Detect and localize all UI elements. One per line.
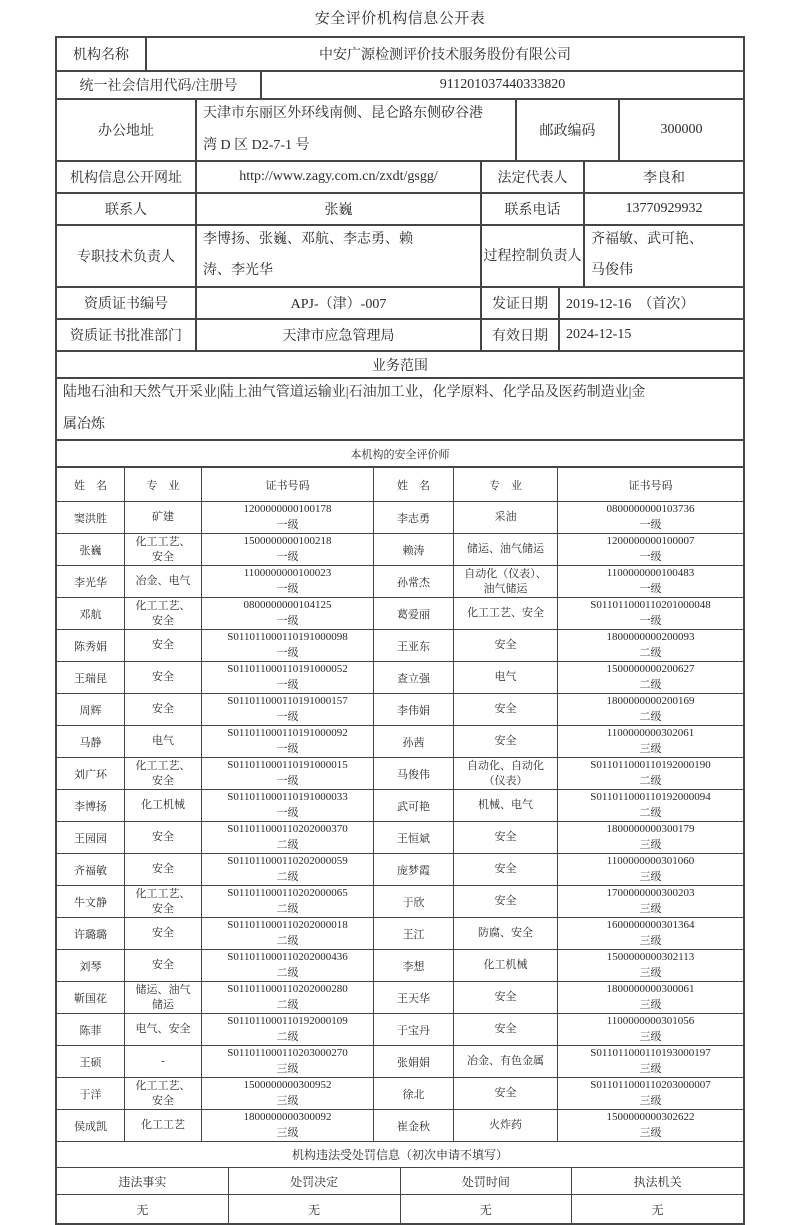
cert-level: 二级 <box>276 998 299 1011</box>
evaluator-name-left: 王硕 <box>57 1046 125 1077</box>
cert-level: 二级 <box>276 902 299 915</box>
evaluator-cert-left <box>202 790 374 821</box>
cert-number: S011011000110191000015 <box>227 759 348 772</box>
evaluator-name-left: 张巍 <box>57 534 125 565</box>
evaluator-name-right: 王江 <box>374 918 454 949</box>
evaluator-cert-left <box>202 950 374 981</box>
evaluator-cert-left <box>202 534 374 565</box>
legal-rep-label: 法定代表人 <box>482 162 585 192</box>
evaluator-major-left: 安全 <box>125 662 202 693</box>
evaluator-cert-right <box>558 1110 743 1141</box>
evaluator-name-right: 孙茜 <box>374 726 454 757</box>
cert-number: S011011000110202000018 <box>227 919 348 932</box>
contact-value: 张巍 <box>197 194 482 224</box>
cert-level: 二级 <box>639 806 662 819</box>
phone-label: 联系电话 <box>482 194 585 224</box>
evaluator-name-right: 徐北 <box>374 1078 454 1109</box>
cert-number: 1500000000300952 <box>243 1079 332 1092</box>
evaluator-name-right: 王亚东 <box>374 630 454 661</box>
evaluator-name-left: 王瑞昆 <box>57 662 125 693</box>
cert-number: S011011000110193000197 <box>590 1047 711 1060</box>
col-header-major-right: 专 业 <box>454 468 558 501</box>
evaluator-major-left: 冶金、电气 <box>125 566 202 597</box>
approver-value: 天津市应急管理局 <box>197 320 482 350</box>
col-header-name-left: 姓 名 <box>57 468 125 501</box>
cert-level: 一级 <box>276 646 299 659</box>
evaluator-name-right: 葛爱丽 <box>374 598 454 629</box>
evaluator-major-left: 安全 <box>125 694 202 725</box>
cert-number: 1800000000300179 <box>606 823 695 836</box>
evaluator-row <box>57 1046 743 1078</box>
evaluator-major-right: 储运、油气储运 <box>454 534 558 565</box>
valid-date-value: 2024-12-15 <box>566 327 632 342</box>
evaluator-name-right: 李志勇 <box>374 502 454 533</box>
evaluator-cert-left <box>202 1078 374 1109</box>
process-ctrl-value <box>585 226 743 286</box>
cert-number: S011011000110192000109 <box>227 1015 348 1028</box>
website-row <box>57 162 743 194</box>
evaluator-row <box>57 694 743 726</box>
penalty-col-header-row <box>57 1168 743 1195</box>
evaluator-cert-left <box>202 1014 374 1045</box>
evaluator-major-right: 安全 <box>454 854 558 885</box>
evaluator-name-right: 崔金秋 <box>374 1110 454 1141</box>
evaluator-row <box>57 982 743 1014</box>
cert-level: 二级 <box>276 870 299 883</box>
evaluator-cert-left <box>202 566 374 597</box>
evaluator-major-left: 安全 <box>125 918 202 949</box>
evaluator-row <box>57 502 743 534</box>
col-header-cert-right: 证书号码 <box>628 479 673 492</box>
cert-level: 二级 <box>276 966 299 979</box>
cert-level: 三级 <box>639 934 662 947</box>
evaluator-major-left: 矿建 <box>125 502 202 533</box>
evaluator-name-left: 李光华 <box>57 566 125 597</box>
evaluator-name-left: 刘琴 <box>57 950 125 981</box>
cert-level: 一级 <box>639 614 662 627</box>
tech-leads-text: 李博扬、张巍、邓航、李志勇、赖涛、李光华 <box>203 232 413 278</box>
business-scope-text: 陆地石油和天然气开采业|陆上油气管道运输业|石油加工业，化学原料、化学品及医药制造业|金属冶炼 <box>63 384 646 432</box>
org-name-label: 机构名称 <box>57 38 147 70</box>
cert-number: S011011000110202000436 <box>227 951 348 964</box>
evaluator-name-left: 李博扬 <box>57 790 125 821</box>
evaluator-cert-left <box>202 502 374 533</box>
evaluator-cert-right <box>558 1046 743 1077</box>
evaluator-cert-right <box>558 630 743 661</box>
evaluator-cert-right <box>558 982 743 1013</box>
address-value <box>197 100 517 160</box>
col-header-cert-left: 证书号码 <box>202 468 374 501</box>
evaluator-major-left: 化工工艺、安全 <box>125 598 202 629</box>
penalty-facts-value: 无 <box>57 1195 229 1223</box>
cert-no-value: APJ-（津）-007 <box>197 288 482 318</box>
evaluator-cert-right <box>558 950 743 981</box>
cert-level: 三级 <box>639 1094 662 1107</box>
cert-number: S011011000110191000033 <box>227 791 348 804</box>
evaluator-name-left: 许璐璐 <box>57 918 125 949</box>
cert-number: 1500000000100218 <box>243 535 332 548</box>
cert-number: 0800000000104125 <box>243 599 332 612</box>
cert-level: 一级 <box>276 614 299 627</box>
cert-number: 1800000000200093 <box>606 631 695 644</box>
tech-leads-label: 专职技术负责人 <box>57 226 197 286</box>
tech-leads-value <box>197 226 482 286</box>
evaluator-cert-left <box>202 598 374 629</box>
evaluator-row <box>57 598 743 630</box>
evaluator-major-right: 自动化（仪表）、油气储运 <box>454 566 558 597</box>
cert-number: 1100000000301056 <box>606 1015 695 1028</box>
cert-number: S011011000110202000370 <box>227 823 348 836</box>
postcode-value: 300000 <box>660 122 703 137</box>
evaluator-cert-right <box>558 854 743 885</box>
evaluator-major-right: 机械、电气 <box>454 790 558 821</box>
evaluator-major-right: 电气 <box>454 662 558 693</box>
evaluator-major-left: 安全 <box>125 854 202 885</box>
penalty-header-row <box>57 1142 743 1168</box>
cert-number: S011011000110192000190 <box>590 759 711 772</box>
evaluator-cert-right <box>558 598 743 629</box>
cert-number: 1600000000301364 <box>606 919 695 932</box>
cert-number: 1800000000300061 <box>606 983 695 996</box>
cert-level: 一级 <box>276 678 299 691</box>
penalty-time-value: 无 <box>401 1195 573 1223</box>
evaluator-name-right: 马俊伟 <box>374 758 454 789</box>
evaluator-row <box>57 630 743 662</box>
evaluator-major-left: 安全 <box>125 822 202 853</box>
cert-number: S011011000110203000270 <box>227 1047 348 1060</box>
cert-level: 三级 <box>639 902 662 915</box>
evaluator-row <box>57 662 743 694</box>
cert-level: 三级 <box>639 998 662 1011</box>
evaluator-major-left: 安全 <box>125 630 202 661</box>
evaluator-col-header-row <box>57 468 743 502</box>
evaluator-cert-left <box>202 918 374 949</box>
cert-level: 一级 <box>276 806 299 819</box>
cert-level: 一级 <box>276 742 299 755</box>
evaluator-row <box>57 918 743 950</box>
evaluator-cert-right <box>558 726 743 757</box>
process-ctrl-text: 齐福敏、武可艳、马俊伟 <box>591 232 703 278</box>
evaluator-name-left: 刘广环 <box>57 758 125 789</box>
evaluator-cert-left <box>202 1110 374 1141</box>
cert-number: 1800000000200169 <box>606 695 695 708</box>
cert-level: 三级 <box>639 966 662 979</box>
evaluator-row <box>57 726 743 758</box>
evaluator-name-left: 马静 <box>57 726 125 757</box>
evaluator-cert-left <box>202 1046 374 1077</box>
evaluator-cert-right <box>558 1014 743 1045</box>
cert-level: 一级 <box>639 582 662 595</box>
evaluator-row <box>57 566 743 598</box>
evaluator-cert-right <box>558 886 743 917</box>
evaluator-name-right: 李想 <box>374 950 454 981</box>
cert-number: S011011000110201000048 <box>590 599 711 612</box>
cert-number: 1100000000100483 <box>606 567 695 580</box>
evaluator-name-right: 李伟娟 <box>374 694 454 725</box>
cert-number: 1700000000300203 <box>606 887 695 900</box>
cert-number: S011011000110202000059 <box>227 855 348 868</box>
evaluator-name-right: 王恒斌 <box>374 822 454 853</box>
evaluator-cert-left <box>202 662 374 693</box>
evaluator-name-left: 于洋 <box>57 1078 125 1109</box>
cert-number: S011011000110192000094 <box>590 791 711 804</box>
evaluator-major-right: 安全 <box>454 1014 558 1045</box>
cert-level: 二级 <box>639 710 662 723</box>
evaluator-major-left: 化工机械 <box>125 790 202 821</box>
evaluator-cert-left <box>202 758 374 789</box>
col-header-major-left: 专 业 <box>125 468 202 501</box>
cert-number: 1800000000300092 <box>243 1111 332 1124</box>
cert-number: 1100000000302061 <box>606 727 695 740</box>
cert-number: 1200000000100178 <box>243 503 332 516</box>
evaluator-cert-right <box>558 694 743 725</box>
cert-no-label: 资质证书编号 <box>57 288 197 318</box>
evaluator-cert-right <box>558 534 743 565</box>
evaluator-name-right: 张娟娟 <box>374 1046 454 1077</box>
evaluator-major-right: 安全 <box>454 1078 558 1109</box>
evaluator-name-right: 于宝丹 <box>374 1014 454 1045</box>
credit-code-row <box>57 72 743 100</box>
evaluator-row <box>57 886 743 918</box>
cert-level: 二级 <box>639 774 662 787</box>
evaluator-name-right: 赖涛 <box>374 534 454 565</box>
evaluator-name-right: 孙常杰 <box>374 566 454 597</box>
evaluator-name-right: 武可艳 <box>374 790 454 821</box>
cert-level: 一级 <box>276 710 299 723</box>
penalty-value-row <box>57 1195 743 1223</box>
cert-level: 三级 <box>276 1094 299 1107</box>
cert-no-row <box>57 288 743 320</box>
cert-level: 二级 <box>276 838 299 851</box>
evaluator-major-right: 冶金、有色金属 <box>454 1046 558 1077</box>
cert-number: 1100000000301060 <box>606 855 695 868</box>
cert-number: 0800000000103736 <box>606 503 695 516</box>
evaluator-cert-right <box>558 758 743 789</box>
legal-rep-value: 李良和 <box>643 171 685 186</box>
website-value: http://www.zagy.com.cn/zxdt/gsgg/ <box>197 162 482 192</box>
cert-number: S011011000110191000092 <box>227 727 348 740</box>
address-row <box>57 100 743 162</box>
address-text: 天津市东丽区外环线南侧、昆仑路东侧矽谷港湾 D 区 D2-7-1 号 <box>203 105 483 153</box>
evaluator-major-right: 防腐、安全 <box>454 918 558 949</box>
evaluator-cert-left <box>202 822 374 853</box>
cert-number: 1500000000302113 <box>606 951 695 964</box>
evaluator-name-left: 周辉 <box>57 694 125 725</box>
issue-date-value: 2019-12-16 （首次） <box>566 297 695 312</box>
cert-level: 一级 <box>276 582 299 595</box>
evaluator-row <box>57 950 743 982</box>
issue-date-label: 发证日期 <box>482 288 560 318</box>
cert-number: 1200000000100007 <box>606 535 695 548</box>
evaluator-cert-right <box>558 662 743 693</box>
cert-number: S011011000110191000098 <box>227 631 348 644</box>
evaluator-major-right: 安全 <box>454 822 558 853</box>
evaluator-row <box>57 822 743 854</box>
evaluator-major-right: 安全 <box>454 630 558 661</box>
penalty-col-facts: 违法事实 <box>57 1168 229 1194</box>
evaluator-major-right: 安全 <box>454 982 558 1013</box>
evaluator-name-right: 庞梦霞 <box>374 854 454 885</box>
approver-label: 资质证书批准部门 <box>57 320 197 350</box>
evaluator-name-right: 王天华 <box>374 982 454 1013</box>
org-name-value: 中安广源检测评价技术服务股份有限公司 <box>319 48 571 63</box>
evaluator-major-right: 火炸药 <box>454 1110 558 1141</box>
evaluator-name-left: 齐福敏 <box>57 854 125 885</box>
cert-level: 三级 <box>276 1062 299 1075</box>
cert-number: 1100000000100023 <box>243 567 332 580</box>
evaluator-row <box>57 1014 743 1046</box>
evaluator-major-left: 化工工艺、安全 <box>125 1078 202 1109</box>
credit-code-value: 911201037440333820 <box>439 77 566 92</box>
evaluator-cert-right <box>558 918 743 949</box>
evaluator-major-left: 化工工艺、安全 <box>125 886 202 917</box>
cert-level: 三级 <box>639 1062 662 1075</box>
cert-level: 三级 <box>276 1126 299 1139</box>
evaluator-major-left: 电气 <box>125 726 202 757</box>
evaluators-header-row <box>57 441 743 468</box>
cert-number: S011011000110191000052 <box>227 663 348 676</box>
business-scope-header: 业务范围 <box>372 358 428 374</box>
evaluator-cert-left <box>202 886 374 917</box>
evaluator-major-left: - <box>125 1046 202 1077</box>
col-header-name-right: 姓 名 <box>374 468 454 501</box>
cert-level: 二级 <box>276 1030 299 1043</box>
evaluator-name-left: 王园园 <box>57 822 125 853</box>
evaluator-row <box>57 1110 743 1142</box>
cert-level: 一级 <box>276 518 299 531</box>
address-label: 办公地址 <box>57 100 197 160</box>
org-name-row <box>57 38 743 72</box>
evaluator-major-left: 化工工艺、安全 <box>125 534 202 565</box>
evaluator-name-right: 于欣 <box>374 886 454 917</box>
cert-level: 一级 <box>276 774 299 787</box>
evaluator-name-left: 邓航 <box>57 598 125 629</box>
business-scope-content-row <box>57 379 743 441</box>
evaluator-cert-right <box>558 1078 743 1109</box>
cert-number: S011011000110202000065 <box>227 887 348 900</box>
evaluator-name-left: 窦洪胜 <box>57 502 125 533</box>
cert-level: 一级 <box>639 550 662 563</box>
process-ctrl-label <box>482 226 585 286</box>
evaluator-cert-right <box>558 790 743 821</box>
penalty-decision-value: 无 <box>229 1195 401 1223</box>
evaluator-cert-right <box>558 822 743 853</box>
evaluator-name-left: 侯成凯 <box>57 1110 125 1141</box>
evaluators-header: 本机构的安全评价师 <box>350 448 450 461</box>
cert-level: 三级 <box>639 870 662 883</box>
evaluator-row <box>57 790 743 822</box>
evaluator-cert-left <box>202 854 374 885</box>
penalty-col-decision: 处罚决定 <box>229 1168 401 1194</box>
website-label: 机构信息公开网址 <box>57 162 197 192</box>
cert-level: 二级 <box>639 646 662 659</box>
penalty-agency-value: 无 <box>651 1202 664 1217</box>
cert-level: 一级 <box>276 550 299 563</box>
cert-level: 二级 <box>276 934 299 947</box>
evaluator-major-right: 安全 <box>454 726 558 757</box>
evaluator-cert-left <box>202 726 374 757</box>
evaluator-major-right: 化工工艺、安全 <box>454 598 558 629</box>
evaluator-major-right: 安全 <box>454 694 558 725</box>
penalty-col-time: 处罚时间 <box>401 1168 573 1194</box>
cert-number: 1500000000200627 <box>606 663 695 676</box>
evaluator-major-left: 电气、安全 <box>125 1014 202 1045</box>
credit-code-label: 统一社会信用代码/注册号 <box>57 72 262 98</box>
penalty-col-agency: 执法机关 <box>633 1174 682 1189</box>
evaluator-name-left: 靳国花 <box>57 982 125 1013</box>
evaluator-major-left: 化工工艺 <box>125 1110 202 1141</box>
evaluator-name-right: 查立强 <box>374 662 454 693</box>
evaluator-cert-right <box>558 566 743 597</box>
business-scope-header-row <box>57 352 743 379</box>
evaluator-name-left: 陈秀娟 <box>57 630 125 661</box>
evaluator-cert-left <box>202 694 374 725</box>
contact-label: 联系人 <box>57 194 197 224</box>
evaluator-name-left: 陈菲 <box>57 1014 125 1045</box>
evaluator-major-left: 化工工艺、安全 <box>125 758 202 789</box>
cert-number: 1500000000302622 <box>606 1111 695 1124</box>
postcode-label: 邮政编码 <box>517 100 620 160</box>
cert-level: 三级 <box>639 1030 662 1043</box>
cert-level: 三级 <box>639 742 662 755</box>
process-ctrl-label-text: 过程控制负责人 <box>483 248 582 264</box>
evaluator-major-left: 储运、油气储运 <box>125 982 202 1013</box>
evaluator-cert-left <box>202 982 374 1013</box>
evaluator-major-right: 化工机械 <box>454 950 558 981</box>
approver-row <box>57 320 743 352</box>
evaluator-row <box>57 1078 743 1110</box>
cert-level: 一级 <box>639 518 662 531</box>
disclosure-table <box>55 36 745 1225</box>
evaluator-major-right: 安全 <box>454 886 558 917</box>
evaluator-row <box>57 534 743 566</box>
evaluator-name-left: 牛文静 <box>57 886 125 917</box>
cert-level: 三级 <box>639 838 662 851</box>
business-scope-value <box>57 379 743 439</box>
evaluator-major-right: 采油 <box>454 502 558 533</box>
evaluator-cert-right <box>558 502 743 533</box>
penalty-header: 机构违法受处罚信息（初次申请不填写） <box>291 1148 508 1162</box>
phone-value: 13770929932 <box>625 201 703 216</box>
contact-row <box>57 194 743 226</box>
cert-level: 二级 <box>639 678 662 691</box>
tech-leads-row <box>57 226 743 288</box>
valid-date-label: 有效日期 <box>482 320 560 350</box>
evaluator-major-right: 自动化、自动化（仪表） <box>454 758 558 789</box>
cert-number: S011011000110202000280 <box>227 983 348 996</box>
evaluator-cert-left <box>202 630 374 661</box>
evaluator-rows <box>57 502 743 1142</box>
evaluator-row <box>57 758 743 790</box>
evaluator-row <box>57 854 743 886</box>
cert-number: S011011000110203000007 <box>590 1079 711 1092</box>
evaluator-major-left: 安全 <box>125 950 202 981</box>
page-title: 安全评价机构信息公开表 <box>314 11 486 27</box>
cert-level: 三级 <box>639 1126 662 1139</box>
cert-number: S011011000110191000157 <box>227 695 348 708</box>
